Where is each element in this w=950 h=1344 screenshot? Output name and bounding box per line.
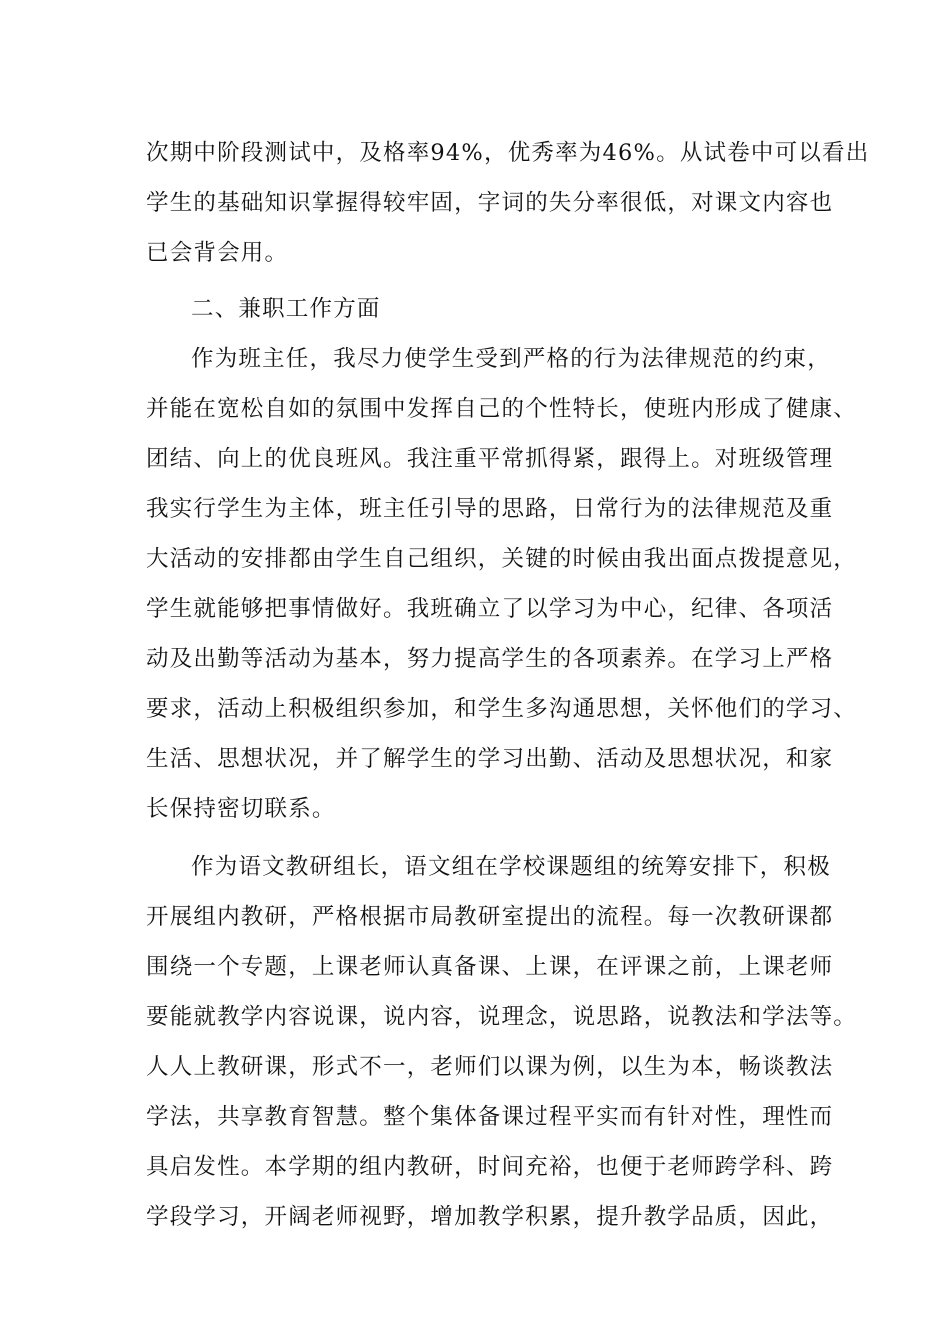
- paragraph-line-10: 动及出勤等活动为基本，努力提高学生的各项素养。在学习上严格: [146, 646, 834, 672]
- paragraph-line-12: 生活、思想状况，并了解学生的学习出勤、活动及思想状况，和家: [146, 746, 834, 772]
- paragraph-line-8: 大活动的安排都由学生自己组织，关键的时候由我出面点拨提意见，: [146, 546, 858, 572]
- paragraph-line-19: 学法，共享教育智慧。整个集体备课过程平实而有针对性，理性而: [146, 1104, 834, 1130]
- paragraph-line-1: 次期中阶段测试中，及格率94%，优秀率为46%。从试卷中可以看出: [146, 140, 870, 166]
- paragraph-line-17: 要能就教学内容说课，说内容，说理念，说思路，说教法和学法等。: [146, 1004, 858, 1030]
- paragraph-line-7: 我实行学生为主体，班主任引导的思路，日常行为的法律规范及重: [146, 496, 834, 522]
- paragraph-line-3: 已会背会用。: [146, 240, 289, 266]
- paragraph-line-9: 学生就能够把事情做好。我班确立了以学习为中心，纪律、各项活: [146, 596, 834, 622]
- paragraph-line-5: 并能在宽松自如的氛围中发挥自己的个性特长，使班内形成了健康、: [146, 396, 858, 422]
- paragraph-line-14: 作为语文教研组长，语文组在学校课题组的统筹安排下，积极: [191, 854, 831, 880]
- paragraph-line-20: 具启发性。本学期的组内教研，时间充裕，也便于老师跨学科、跨: [146, 1154, 834, 1180]
- paragraph-gap: [146, 834, 826, 842]
- paragraph-line-13: 长保持密切联系。: [146, 796, 336, 822]
- paragraph-line-2: 学生的基础知识掌握得较牢固，字词的失分率很低，对课文内容也: [146, 190, 834, 216]
- paragraph-line-21: 学段学习，开阔老师视野，增加教学积累，提升教学品质，因此，: [146, 1204, 834, 1230]
- paragraph-line-16: 围绕一个专题，上课老师认真备课、上课，在评课之前，上课老师: [146, 954, 834, 980]
- paragraph-line-18: 人人上教研课，形式不一，老师们以课为例，以生为本，畅谈教法: [146, 1054, 834, 1080]
- section-heading: 二、兼职工作方面: [191, 296, 381, 322]
- paragraph-line-11: 要求，活动上积极组织参加，和学生多沟通思想，关怀他们的学习、: [146, 696, 858, 722]
- paragraph-line-6: 团结、向上的优良班风。我注重平常抓得紧，跟得上。对班级管理: [146, 446, 834, 472]
- paragraph-line-15: 开展组内教研，严格根据市局教研室提出的流程。每一次教研课都: [146, 904, 834, 930]
- paragraph-line-4: 作为班主任，我尽力使学生受到严格的行为法律规范的约束，: [191, 346, 831, 372]
- document-body: [146, 128, 870, 1242]
